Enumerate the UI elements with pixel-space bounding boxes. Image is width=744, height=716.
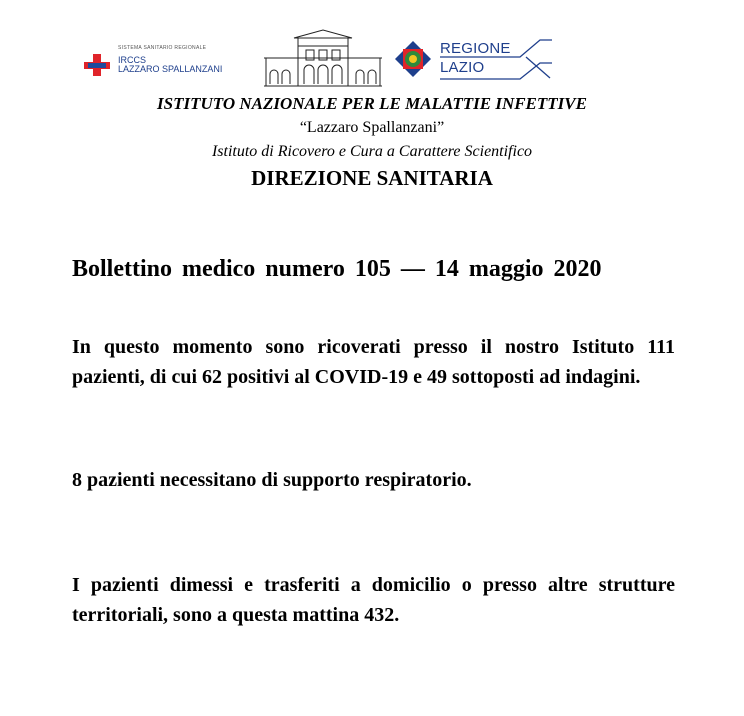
institute-nickname: “Lazzaro Spallanzani” <box>299 119 445 136</box>
irccs-logo <box>82 42 252 82</box>
logo-bar <box>0 28 744 90</box>
irccs-name: LAZZARO SPALLANZANI <box>118 64 223 74</box>
bulletin-title: Bollettino medico numero 105 — 14 maggio 2020 <box>72 256 602 282</box>
department-title: DIREZIONE SANITARIA <box>251 166 493 190</box>
irccs-caption: SISTEMA SANITARIO REGIONALE <box>118 45 207 51</box>
lazio-emblem-icon <box>394 40 432 78</box>
lazio-label: LAZIO <box>440 59 485 76</box>
institute-subtitle: Istituto di Ricovero e Cura a Carattere Scientifico <box>211 143 533 160</box>
building-illustration-icon <box>262 28 384 90</box>
bulletin-paragraph-discharged: I pazienti dimessi e trasferiti a domicilio o presso altre strutture territoriali, sono a questa mattina 432. <box>72 574 675 626</box>
bulletin-paragraph-respiratory: 8 pazienti necessitano di supporto respiratorio. <box>72 469 472 491</box>
regione-label: REGIONE <box>440 40 511 57</box>
medical-cross-icon <box>82 54 112 76</box>
irccs-label: IRCCS <box>118 55 147 65</box>
regione-lazio-logo <box>394 38 554 82</box>
institute-name: ISTITUTO NAZIONALE PER LE MALATTIE INFETTIVE <box>157 94 587 113</box>
bulletin-paragraph-admissions: In questo momento sono ricoverati presso il nostro Istituto 111 pazienti, di cui 62 positivi al COVID-19 e 49 sottoposti ad indagini. <box>72 336 675 388</box>
